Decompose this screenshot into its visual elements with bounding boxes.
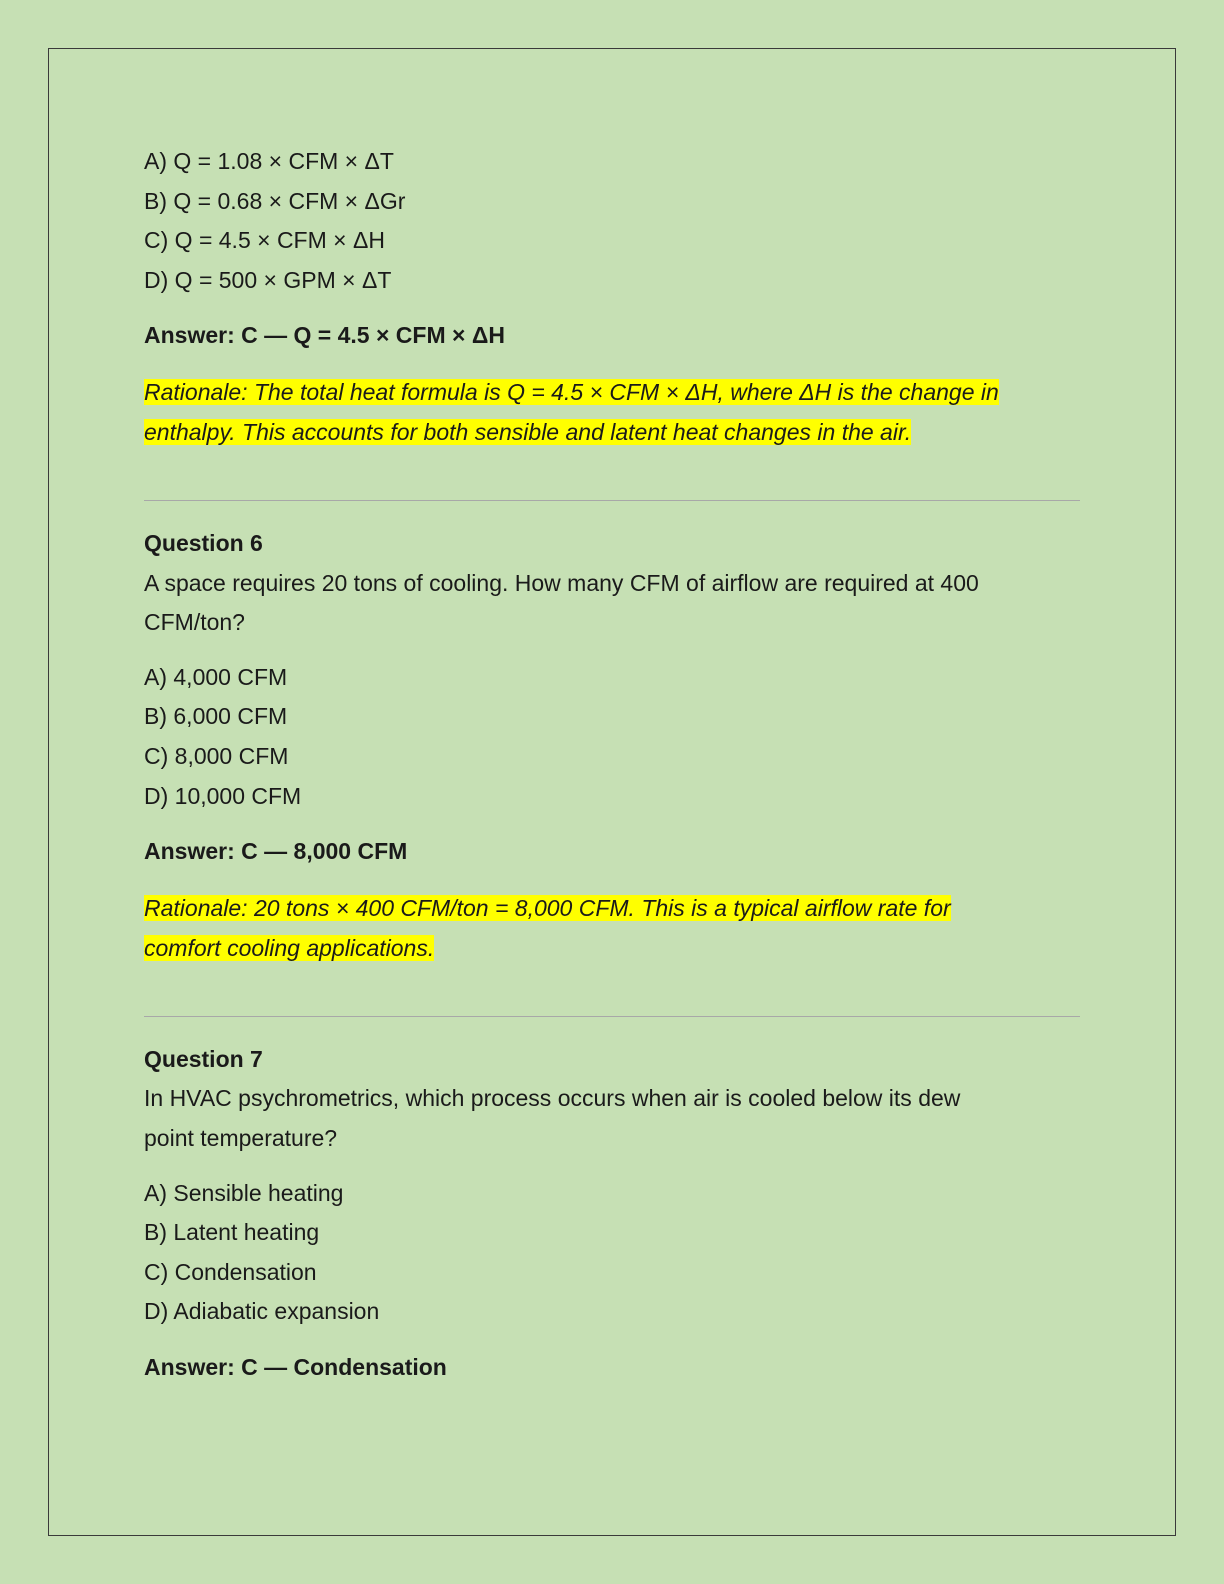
q5-option-a: A) Q = 1.08 × CFM × ΔT [144, 148, 394, 174]
q6-options [144, 658, 1080, 816]
q5-rationale-line-2: enthalpy. This accounts for both sensible and latent heat changes in the air. [144, 418, 912, 445]
q6-rationale-line-1: Rationale: 20 tons × 400 CFM/ton = 8,000 CFM. This is a typical airflow rate for [144, 894, 951, 921]
q7-option-a: A) Sensible heating [144, 1179, 344, 1206]
q6-option-c: C) 8,000 CFM [144, 742, 289, 769]
q5-rationale-line-1: Rationale: The total heat formula is Q = 4.5 × CFM × ΔH, where ΔH is the change in [144, 378, 999, 405]
q5-option-d: D) Q = 500 × GPM × ΔT [144, 266, 392, 293]
divider [144, 1016, 1080, 1017]
q6-option-a: A) 4,000 CFM [144, 663, 288, 690]
q5-option-c: C) Q = 4.5 × CFM × ΔH [144, 227, 385, 254]
q6-option-b: B) 6,000 CFM [144, 703, 288, 730]
q6-option-d: D) 10,000 CFM [144, 782, 302, 809]
q5-answer: Answer: C — Q = 4.5 × CFM × ΔH [144, 322, 505, 349]
q7-options [144, 1174, 1080, 1332]
q6-answer: Answer: C — 8,000 CFM [144, 838, 408, 865]
question-6-text-line-1: A space requires 20 tons of cooling. How many CFM of airflow are required at 400 [144, 569, 979, 596]
question-6-text [144, 564, 1080, 643]
question-6-text-line-2: CFM/ton? [144, 609, 245, 636]
q6-rationale-line-2: comfort cooling applications. [144, 934, 435, 961]
q6-rationale [144, 888, 1080, 968]
q7-answer: Answer: C — Condensation [144, 1353, 447, 1380]
divider [144, 500, 1080, 501]
question-7-text [144, 1079, 1080, 1158]
q5-options [144, 142, 1080, 300]
question-7-title: Question 7 [144, 1045, 263, 1072]
question-7-text-line-1: In HVAC psychrometrics, which process occurs when air is cooled below its dew [144, 1085, 961, 1112]
q5-option-b: B) Q = 0.68 × CFM × ΔGr [144, 187, 406, 214]
question-6-title: Question 6 [144, 529, 263, 556]
document-content [144, 142, 1080, 1387]
question-7-text-line-2: point temperature? [144, 1124, 338, 1151]
q5-rationale [144, 372, 1080, 452]
q7-option-c: C) Condensation [144, 1258, 317, 1285]
q7-option-d: D) Adiabatic expansion [144, 1298, 380, 1325]
q7-option-b: B) Latent heating [144, 1219, 320, 1246]
